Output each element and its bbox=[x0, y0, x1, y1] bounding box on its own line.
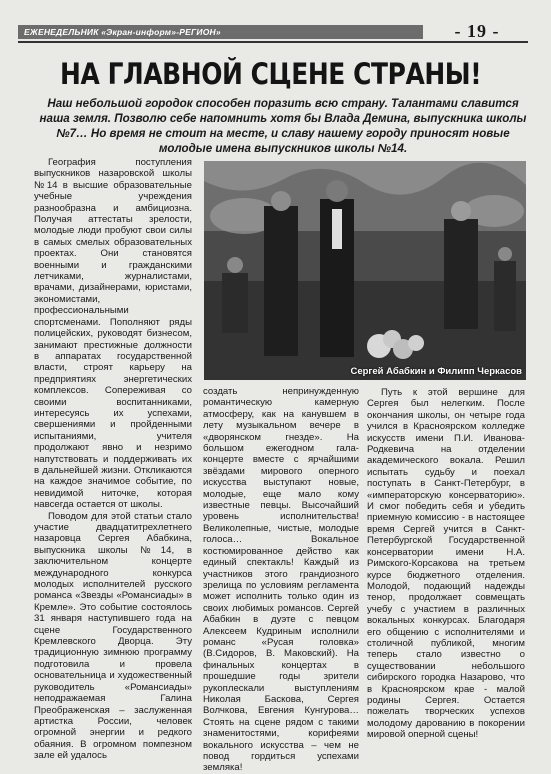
article-column-2 bbox=[203, 386, 359, 774]
concert-stage-illustration bbox=[204, 161, 526, 380]
photo-caption: Сергей Абабкин и Филипп Черкасов bbox=[350, 366, 522, 377]
column-2-paragraph-1: создать непринужденную романтическую камерную атмосферу, как на канувшем в лету музыкальном вечере в «дворянском гнезде». На большом ежегодном гала-концерте вместе с ярчайшими звёздами мирового оперного искусства выступают новые, молодые, еще мало кому известные певцы. Высочайший уровень исполнительства! Великолепные, чистые, молодые голоса… Вокальное костюмированное действо как единый спектакль! Каждый из участников этого грандиозного зрелища по условиям регламента может исполнить только один из своих любимых романсов. Сергей Абабкин в дуэте с певцом Алексеем Кудриным исполнили романс «Русая головка» (В.Сидоров, В. Маковский). На финальных концертах в прошедшие годы зрители рукоплескали выступлениям Николая Баскова, Сергея Волчкова, Евгения Кунгурова… Стоять на сцене рядом с такими знаменитостями, корифеями вокального искусства – чем не повод гордиться успехами земляка! bbox=[203, 386, 359, 774]
column-1-paragraph-1: География поступления выпускников назаровской школы №14 в высшие образовательные учебные учреждения разнообразна и амбициозна. Получая аттестаты зрелости, молодые люди пробуют свои силы в самых смелых образовательных проектах. Они становятся военными и гражданскими летчиками, журналистами, врачами, дизайнерами, юристами, экономистами, профессиональными спортсменами. Пополняют ряды полицейских, руководят бизнесом, занимают престижные должности в аппаратах государственной власти, строят карьеру на предприятиях энергетических комплексов. Сопереживая со своими воспитанниками, интересуясь их успехами, свершениями и пройденными испытаниями, учителя продолжают явно и незримо напутствовать и поддерживать их в дальнейшей жизни. Откликаются на каждое значимое событие, по невидимой ниточке, которая навсегда остается от школы. bbox=[34, 157, 192, 511]
article-headline: НА ГЛАВНОЙ СЦЕНЕ СТРАНЫ! bbox=[60, 57, 482, 91]
article-column-1 bbox=[34, 157, 192, 762]
column-3-paragraph-1: Путь к этой вершине для Сергея был нелегким. После окончания школы, он четыре года учился в Красноярском колледже искусств имени П.И. Иванова-Родкевича на отделении академического вокала. Решил испытать судьбу и поехал поступать в Санкт-Петербург, в «императорскую консерваторию». И смог победить себя и убедить приемную комиссию - в настоящее время Сергей учится в Санкт-Петербургской Государственной консерватории имени Н.А. Римского-Корсакова на третьем курсе бюджетного отделения. Молодой, подающий надежды тенор, продолжает совмещать учебу с участием в различных вокальных конкурсах. Благодаря его общению с исполнителями и столичной публикой, многим теперь стало известно о существовании небольшого сибирского городка Назарово, что в Красноярском крае - малой родины Сергея. Остается пожелать творческих успехов молодому дарованию в покорении мировой оперной сцены! bbox=[367, 387, 525, 741]
concert-photo bbox=[204, 161, 526, 380]
column-1-paragraph-2: Поводом для этой статьи стало участие двадцатитрехлетнего назаровца Сергея Абабкина, выпускника школы №14, в заключительном концерте международного конкурса молодых исполнителей русского романса «Звезды «Романсиады» в Кремле». Это событие состоялось 31 января наступившего года на сцене Государственного Кремлевского Дворца. Эту традиционную зимнюю программу подготовила и провела основательница и художественный руководитель «Романсиады» неподражаемая Галина Преображенская – заслуженная артистка России, человек огромной энергии и редкого обаяния. В огромном помпезном зале ей удалось bbox=[34, 510, 192, 762]
page-number: - 19 - bbox=[454, 21, 500, 41]
article-column-3 bbox=[367, 387, 525, 741]
newspaper-header-bar: ЕЖЕНЕДЕЛЬНИК «Экран-информ»-РЕГИОН» bbox=[18, 25, 423, 39]
article-lead: Наш небольшой городок способен поразить всю страну. Талантами славится наша земля. Позволю себе напомнить хотя бы Влада Демина, выпускника школы №7… Но время не стоит на месте, и славу нашему городу приносят новые молодые имена выпускников школы №14. bbox=[39, 97, 527, 155]
header-rule bbox=[18, 41, 528, 43]
